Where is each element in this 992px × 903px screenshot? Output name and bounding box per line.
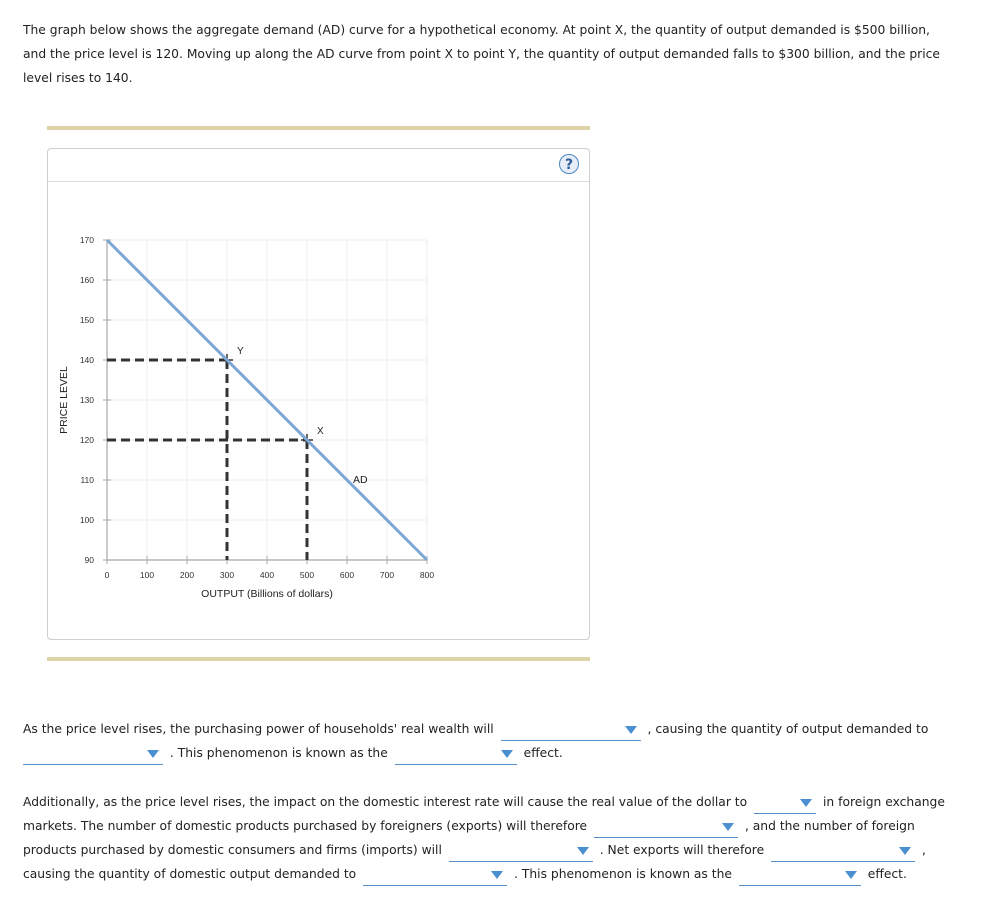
svg-text:400: 400 [259, 570, 275, 580]
svg-text:100: 100 [139, 570, 155, 580]
dropdown-real-wealth[interactable] [501, 722, 641, 741]
q2-text-4: . Net exports will therefore [599, 843, 765, 857]
svg-text:PRICE LEVEL: PRICE LEVEL [58, 366, 70, 434]
svg-text:Y: Y [237, 346, 244, 357]
q1-text-4: effect. [523, 746, 563, 760]
svg-text:0: 0 [104, 570, 110, 580]
dropdown-net-exports[interactable] [771, 843, 915, 862]
chevron-down-icon [501, 750, 513, 758]
panel-header [48, 149, 589, 182]
svg-text:200: 200 [179, 570, 195, 580]
svg-text:110: 110 [80, 475, 94, 485]
q1-text-2: , causing the quantity of output demanded to [647, 722, 929, 736]
chevron-down-icon [577, 847, 589, 855]
svg-text:700: 700 [379, 570, 395, 580]
chevron-down-icon [899, 847, 911, 855]
svg-text:600: 600 [339, 570, 355, 580]
svg-text:140: 140 [79, 355, 94, 365]
dropdown-imports[interactable] [449, 843, 593, 862]
svg-text:X: X [317, 426, 324, 437]
q1-text-1: As the price level rises, the purchasing power of households' real wealth will [23, 722, 494, 736]
question-2 [23, 790, 963, 886]
bottom-divider [47, 657, 590, 661]
svg-text:500: 500 [299, 570, 315, 580]
dropdown-effect-name-1[interactable] [395, 746, 517, 765]
dropdown-quantity-demanded[interactable] [23, 746, 163, 765]
chevron-down-icon [722, 823, 734, 831]
svg-text:150: 150 [79, 315, 94, 325]
svg-text:170: 170 [79, 235, 94, 245]
svg-text:AD: AD [353, 474, 368, 486]
help-icon[interactable]: ? [559, 154, 579, 174]
q2-text-5: , causing the quantity of domestic output demanded to [23, 843, 926, 881]
chevron-down-icon [800, 799, 812, 807]
dropdown-effect-name-2[interactable] [739, 867, 861, 886]
dropdown-exports[interactable] [594, 819, 738, 838]
svg-text:90: 90 [84, 555, 94, 565]
top-divider [47, 126, 590, 130]
svg-text:OUTPUT (Billions of dollars): OUTPUT (Billions of dollars) [201, 588, 333, 600]
svg-text:160: 160 [79, 275, 94, 285]
svg-text:100: 100 [79, 515, 94, 525]
dropdown-dollar-value[interactable] [754, 795, 816, 814]
q2-text-1: Additionally, as the price level rises, the impact on the domestic interest rate will cause the real value of the dollar to [23, 795, 748, 809]
q2-text-7: effect. [867, 867, 907, 881]
graph-panel [47, 148, 590, 640]
svg-text:130: 130 [79, 395, 94, 405]
svg-text:800: 800 [419, 570, 435, 580]
intro-text: The graph below shows the aggregate demand (AD) curve for a hypothetical economy. At point X, the quantity of output demanded is $500 billion, and the price level is 120. Moving up along the AD curve from point X to point Y, the quantity of output demanded falls to $300 billion, and the price level rises to 140. [23, 23, 940, 85]
dropdown-domestic-output[interactable] [363, 867, 507, 886]
question-1 [23, 717, 963, 765]
q1-text-3: . This phenomenon is known as the [169, 746, 388, 760]
q2-text-6: . This phenomenon is known as the [514, 867, 732, 881]
svg-text:300: 300 [219, 570, 235, 580]
svg-text:120: 120 [79, 435, 94, 445]
chevron-down-icon [845, 871, 857, 879]
q2-text-3: , and the number of foreign products purchased by domestic consumers and firms (imports) will [23, 819, 915, 857]
chevron-down-icon [491, 871, 503, 879]
chevron-down-icon [147, 750, 159, 758]
q2-text-2: in foreign exchange markets. The number of domestic products purchased by foreigners (exports) will therefore [23, 795, 945, 833]
chevron-down-icon [625, 726, 637, 734]
